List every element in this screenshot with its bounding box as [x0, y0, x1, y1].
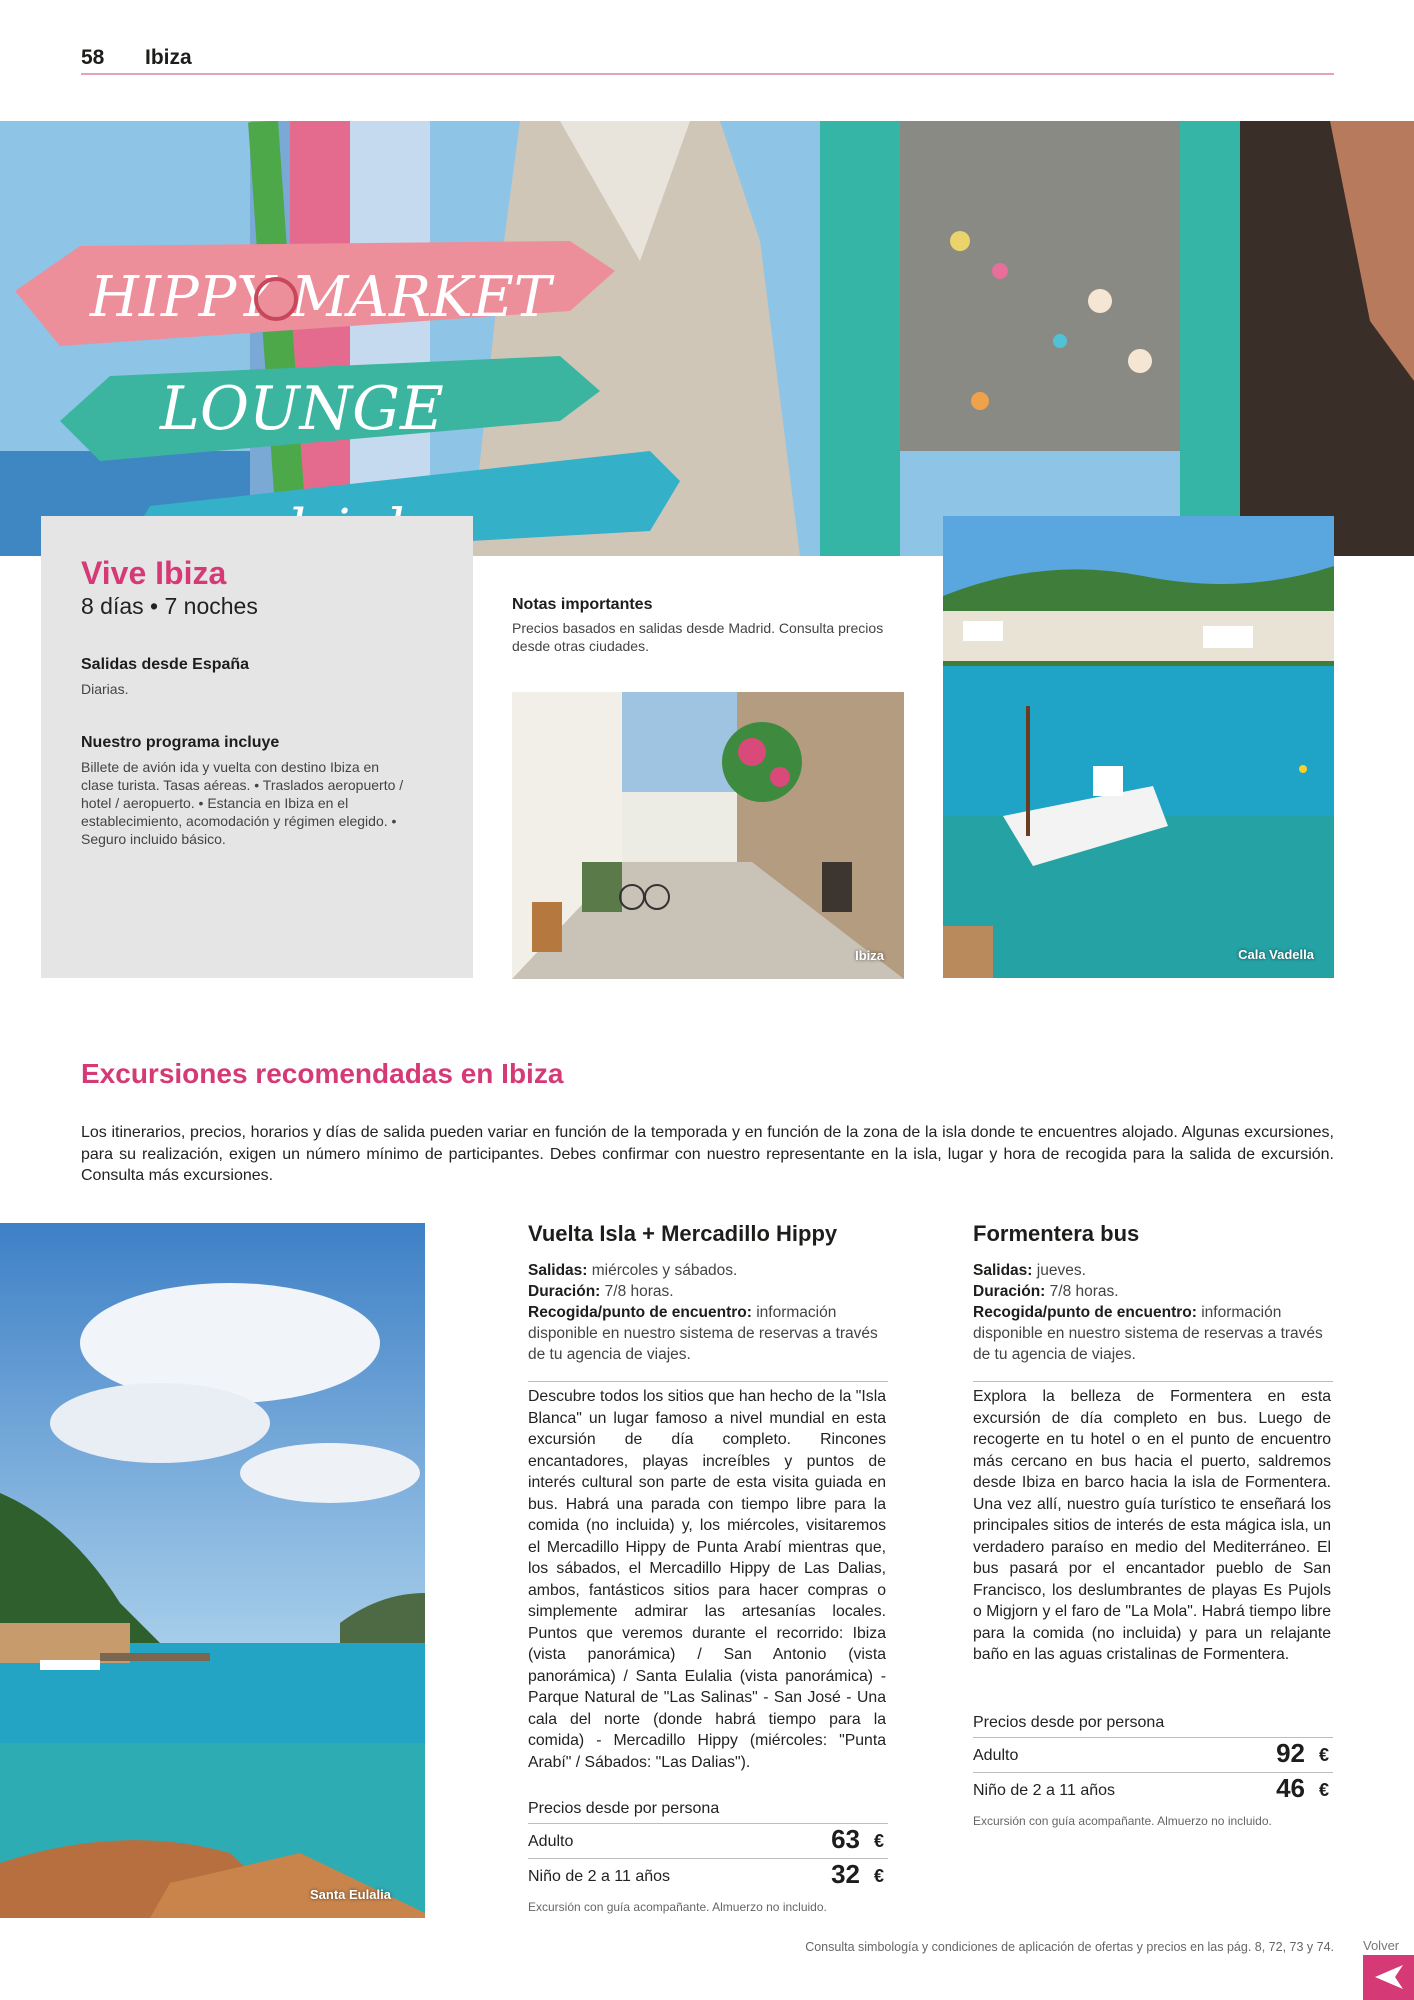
- includes-text: Billete de avión ida y vuelta con destino Ibiza en clase turista. Tasas aéreas. • Traslados aeropuerto / hotel / aeropuerto. • Estancia en Ibiza en el establecimiento, acomodación y régimen elegido. • Seguro incluido básico.: [81, 759, 404, 847]
- divider: [528, 1381, 888, 1382]
- page-number: 58: [81, 46, 105, 69]
- recogida-label: Recogida/punto de encuentro:: [973, 1304, 1197, 1321]
- currency-symbol: €: [873, 1831, 884, 1851]
- hero-sign-2: LOUNGE: [160, 374, 444, 444]
- currency-symbol: €: [1318, 1780, 1329, 1800]
- price-label: Niño de 2 a 11 años: [528, 1868, 671, 1885]
- price-label: Adulto: [528, 1833, 574, 1850]
- excursion-description: Explora la belleza de Formentera en esta excursión de día completo en bus. Luego de recogerte en tu hotel o en el punto de encuentro más cercano en bus hacia el puerto, saldremos desde Ibiza en barco hacia la isla de Formentera. Una vez allí, nuestro guía turístico te enseñará los principales sitios de interés de esta mágica isla, un verdadero paraíso en medio del Mediterráneo. El bus pasará por el encantador pueblo de San Francisco, los deslumbrantes de playas Es Pujols o Migjorn y el faro de "La Mola". Habrá tiempo libre para la comida (no incluida) y para un relajante baño en las aguas cristalinas de Formentera.: [973, 1388, 1331, 1663]
- excursion-note: Excursión con guía acompañante. Almuerzo no incluido.: [528, 1900, 827, 1914]
- salidas-value: jueves.: [1036, 1262, 1086, 1279]
- notes-text: Precios basados en salidas desde Madrid. Consulta precios desde otras ciudades.: [512, 620, 884, 654]
- photo-santa-eulalia: [0, 1223, 425, 1918]
- photo-caption-ibiza: Ibiza: [855, 948, 884, 963]
- header-divider: [81, 73, 1334, 75]
- excursion-title: Formentera bus: [973, 1221, 1140, 1246]
- package-duration: 8 días • 7 noches: [81, 593, 258, 619]
- back-label[interactable]: Volver: [1363, 1938, 1400, 1953]
- arrow-left-icon: [1373, 1963, 1405, 1991]
- price-value: 46: [1276, 1773, 1305, 1803]
- excursion-note: Excursión con guía acompañante. Almuerzo no incluido.: [973, 1814, 1272, 1828]
- excursion-description: Descubre todos los sitios que han hecho de la "Isla Blanca" un lugar famoso a nivel mundial en esta excursión de día completo. Rincones encantadores, playas increíbles y puntos de interés cultural son parte de esta visita guiada en bus. Habrá una parada con tiempo libre para la comida (no incluida) y, los miércoles, visitaremos el Mercadillo Hippy de Punta Arabí mientras que, los sábados, el Mercadillo Hippy de Las Dalias, ambos, fantásticos sitios para hacer compras o simplemente admirar las artesanías locales. Puntos que veremos durante el recorrido: Ibiza (vista panorámica) / San Antonio (vista panorámica) / Santa Eulalia (vista panorámica) - Parque Natural de "Las Salinas" - San José - Una cala del norte (donde habrá tiempo para la comida) - Mercadillo Hippy (miércoles: "Punta Arabí" / Sábados: "Las Dalias").: [528, 1388, 886, 1771]
- package-title: Vive Ibiza: [81, 555, 227, 591]
- price-row-child: [528, 1858, 888, 1890]
- price-value: 63: [831, 1824, 860, 1854]
- prices-heading: Precios desde por persona: [528, 1800, 720, 1817]
- excursion-title: Vuelta Isla + Mercadillo Hippy: [528, 1221, 838, 1246]
- notes-heading: Notas importantes: [512, 596, 653, 613]
- photo-caption-cala-vadella: Cala Vadella: [1238, 947, 1314, 962]
- recogida-label: Recogida/punto de encuentro:: [528, 1304, 752, 1321]
- price-row-adult: [973, 1737, 1333, 1769]
- hero-photo-hippy-market: [0, 121, 1414, 556]
- excursions-intro: Los itinerarios, precios, horarios y días de salida pueden variar en función de la temporada y en función de la zona de la isla donde te encuentres alojado. Algunas excursiones, para su realización, exigen un número mínimo de participantes. Debes confirmar con nuestro representante en la isla, lugar y hora de recogida para la salida de excursión. Consulta más excursiones.: [81, 1124, 1334, 1184]
- recogida-value: información disponible en nuestro sistema de reservas a través de tu agencia de viajes.: [973, 1304, 1323, 1363]
- page-title: Ibiza: [145, 46, 192, 69]
- footer-conditions: Consulta simbología y condiciones de aplicación de ofertas y precios en las pág. 8, 72, 73 y 74.: [805, 1940, 1334, 1954]
- back-button[interactable]: [1363, 1955, 1414, 2000]
- currency-symbol: €: [873, 1866, 884, 1886]
- includes-heading: Nuestro programa incluye: [81, 734, 280, 751]
- salidas-label: Salidas:: [528, 1262, 588, 1279]
- departures-heading: Salidas desde España: [81, 656, 250, 673]
- duracion-value: 7/8 horas.: [1049, 1283, 1119, 1300]
- salidas-label: Salidas:: [973, 1262, 1033, 1279]
- price-value: 32: [831, 1859, 860, 1889]
- departures-text: Diarias.: [81, 681, 129, 697]
- price-row-adult: [528, 1823, 888, 1855]
- photo-caption-santa-eulalia: Santa Eulalia: [310, 1887, 391, 1902]
- duracion-value: 7/8 horas.: [604, 1283, 674, 1300]
- salidas-value: miércoles y sábados.: [591, 1262, 738, 1279]
- divider: [973, 1381, 1333, 1382]
- excursion-meta: [973, 1260, 1333, 1365]
- duracion-label: Duración:: [528, 1283, 601, 1300]
- photo-ibiza-street: [512, 692, 904, 979]
- excursions-section-title: Excursiones recomendadas en Ibiza: [81, 1058, 564, 1089]
- price-label: Adulto: [973, 1747, 1019, 1764]
- price-label: Niño de 2 a 11 años: [973, 1782, 1116, 1799]
- recogida-value: información disponible en nuestro sistema de reservas a través de tu agencia de viajes.: [528, 1304, 878, 1363]
- duracion-label: Duración:: [973, 1283, 1046, 1300]
- price-row-child: [973, 1772, 1333, 1804]
- prices-heading: Precios desde por persona: [973, 1714, 1165, 1731]
- hero-sign-1: HIPPY MARKET: [90, 265, 552, 330]
- photo-cala-vadella: [943, 516, 1334, 978]
- currency-symbol: €: [1318, 1745, 1329, 1765]
- price-value: 92: [1276, 1738, 1305, 1768]
- excursion-meta: [528, 1260, 888, 1365]
